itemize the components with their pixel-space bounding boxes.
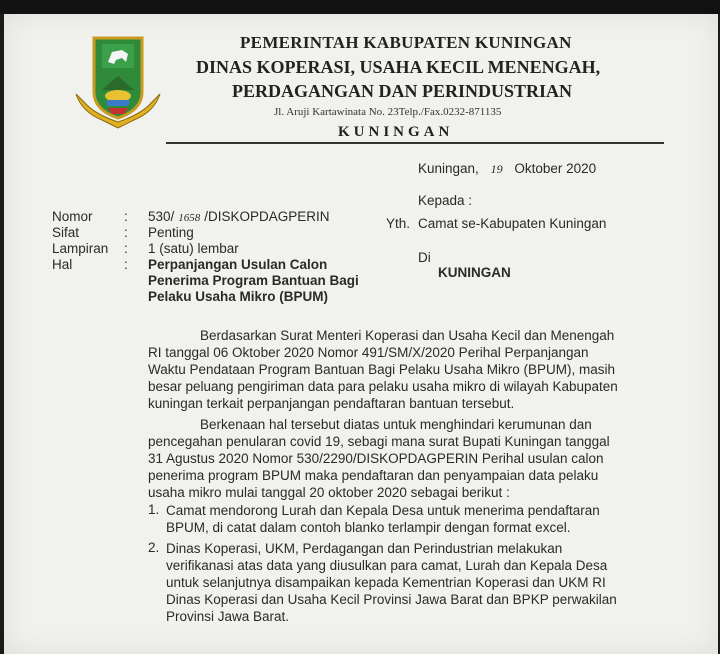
sifat-label: Sifat [52, 225, 80, 240]
di-label: Di [418, 250, 431, 265]
letterhead-divider [166, 142, 664, 144]
nomor-suffix: /DISKOPDAGPERIN [204, 209, 330, 224]
hal-label: Hal [52, 257, 73, 272]
paragraph-2-line: penerima program BPUM maka pendaftaran dan penyampaian data pelaku [148, 468, 599, 483]
list-item-1-line: BPUM, di catat dalam contoh blanko terlampir dengan format excel. [166, 520, 571, 535]
list-item-2-line: Dinas Koperasi, UKM, Perdagangan dan Perindustrian melakukan [166, 541, 563, 556]
paragraph-1-line: Berdasarkan Surat Menteri Koperasi dan Usaha Kecil dan Menengah [200, 328, 615, 343]
kepada-label: Kepada : [418, 193, 473, 208]
nomor-colon: : [124, 209, 128, 224]
paragraph-1-line: besar peluang pengiriman data para pelaku usaha mikro di wilayah Kabupaten [148, 379, 618, 394]
paragraph-1 [148, 327, 618, 412]
hal-line-3: Pelaku Usaha Mikro (BPUM) [148, 289, 329, 304]
nomor-handwritten: 1658 [178, 212, 201, 224]
date-line [418, 161, 596, 177]
list-item-2-line: untuk selanjutnya disampaikan kepada Kementrian Koperasi dan UKM RI [166, 575, 606, 590]
date-month-year: Oktober 2020 [514, 161, 597, 176]
list-item-1-number: 1. [148, 502, 160, 517]
list-item-1-line: Camat mendorong Lurah dan Kepala Desa untuk menerima pendaftaran [166, 503, 600, 518]
paragraph-2-line: 31 Agustus 2020 Nomor 530/2290/DISKOPDAGPERIN Perihal usulan calon [148, 451, 604, 466]
nomor-label: Nomor [52, 209, 93, 224]
letterhead-city: KUNINGAN [338, 124, 454, 140]
paragraph-2-line: pencegahan penularan covid 19, sebagi mana surat Bupati Kuningan tanggal [148, 434, 610, 449]
recipient-location: KUNINGAN [438, 265, 511, 280]
list-item-2-line: Dinas Koperasi dan Usaha Kecil Provinsi Jawa Barat dan BPKP perwakilan [166, 592, 617, 607]
date-place: Kuningan, [418, 161, 479, 176]
paragraph-1-line: Waktu Pendataan Program Bantuan Bagi Pelaku Usaha Mikro (BPUM), masih [148, 362, 615, 377]
list-item-2-line: verifikanasi atas data yang diusulkan para camat, Lurah dan Kepala Desa [166, 558, 608, 573]
nomor-prefix: 530/ [148, 209, 175, 224]
paragraph-2-line: usaha mikro mulai tanggal 20 oktober 2020 sebagai berikut : [148, 485, 510, 500]
lampiran-label: Lampiran [52, 241, 109, 256]
list-item-2-number: 2. [148, 540, 160, 555]
sifat-value: Penting [148, 225, 194, 240]
paragraph-1-line: kuningan terkait perpanjangan pendaftaran bantuan tersebut. [148, 396, 515, 411]
sifat-colon: : [124, 225, 128, 240]
list-item-2-line: Provinsi Jawa Barat. [166, 609, 290, 624]
kuningan-crest-icon [72, 32, 164, 132]
list-item-2 [166, 540, 617, 625]
letterhead-line-3: PERDAGANGAN DAN PERINDUSTRIAN [232, 81, 573, 101]
hal-line-2: Penerima Program Bantuan Bagi [148, 273, 359, 288]
paragraph-2-line: Berkenaan hal tersebut diatas untuk menghindari kerumunan dan [200, 417, 592, 432]
letterhead-line-1: PEMERINTAH KABUPATEN KUNINGAN [240, 33, 572, 52]
list-item-1 [166, 502, 600, 536]
nomor-value [148, 209, 330, 224]
top-dark-border [0, 0, 720, 14]
hal-line-1: Perpanjangan Usulan Calon [148, 257, 328, 272]
paragraph-1-line: RI tanggal 06 Oktober 2020 Nomor 491/SM/X/2020 Perihal Perpanjangan [148, 345, 589, 360]
lampiran-colon: : [124, 241, 128, 256]
recipient: Camat se-Kabupaten Kuningan [418, 216, 607, 231]
date-day-handwritten: 19 [490, 162, 503, 176]
paragraph-2 [148, 416, 610, 501]
hal-colon: : [124, 257, 128, 272]
lampiran-value: 1 (satu) lembar [148, 241, 239, 256]
letterhead-line-2: DINAS KOPERASI, USAHA KECIL MENENGAH, [196, 57, 601, 77]
letterhead-address: Jl. Aruji Kartawinata No. 23Telp./Fax.0232-871135 [274, 106, 502, 118]
yth-label: Yth. [386, 216, 411, 231]
